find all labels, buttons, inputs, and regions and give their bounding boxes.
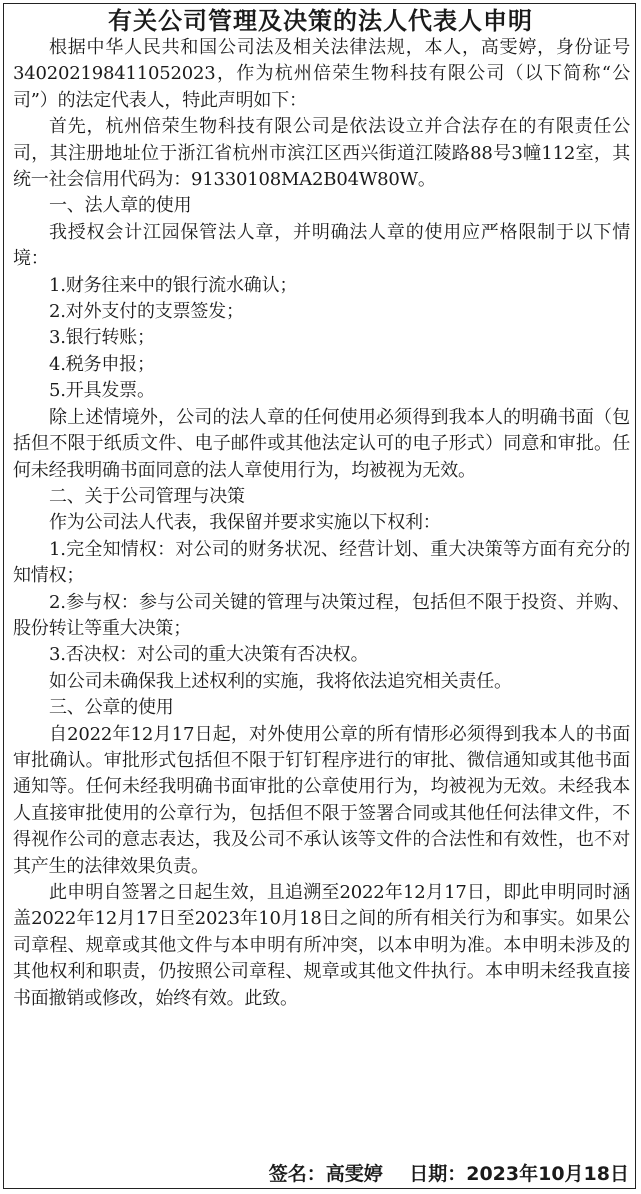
signature-line <box>269 1160 629 1188</box>
company-info-paragraph: 首先，杭州倍荣生物科技有限公司是依法设立并合法存在的有限责任公司，其注册地址位于浙江省杭州市滨江区西兴街道江陵路88号3幢112室，其统一社会信用代码为：91330108MA2B04W80W。 <box>13 116 630 191</box>
list-item: 3.银行转账； <box>49 327 155 349</box>
rights-enforcement-paragraph: 如公司未确保我上述权利的实施，我将依法追究相关责任。 <box>49 670 512 692</box>
seal-restriction-paragraph: 除上述情境外，公司的法人章的任何使用必须得到我本人的明确书面（包括但不限于纸质文件、电子邮件或其他法定认可的电子形式）同意和审批。任何未经我明确书面同意的法人章使用行为，均被视为无效。 <box>13 406 630 481</box>
date-label: 日期： <box>409 1163 467 1185</box>
notice-body <box>13 35 630 1012</box>
list-item: 5.开具发票。 <box>49 380 155 402</box>
list-item: 2.对外支付的支票签发； <box>49 301 244 323</box>
company-seal-paragraph: 自2022年12月17日起，对外使用公章的所有情形必须得到我本人的书面审批确认。审批形式包括但不限于钉钉程序进行的审批、微信通知或其他书面通知等。任何未经我明确书面审批的公章使用行为，均被视为无效。未经我本人直接审批使用的公章行为，包括但不限于签署合同或其他任何法律文件，不得视作公司的意志表达，我及公司不承认该等文件的合法性和有效性，也不对其产生的法律效果负责。 <box>13 723 630 877</box>
signer-name: 高雯婷 <box>325 1163 383 1185</box>
list-item: 4.税务申报； <box>49 353 155 375</box>
list-item: 1.财务往来中的银行流水确认； <box>49 274 298 296</box>
notice-title: 有关公司管理及决策的法人代表人申明 <box>108 7 533 35</box>
seal-authorization-paragraph: 我授权会计江园保管法人章，并明确法人章的使用应严格限制于以下情境： <box>13 221 630 270</box>
section-heading-seal-usage: 一、法人章的使用 <box>49 195 192 217</box>
section-heading-management: 二、关于公司管理与决策 <box>49 485 245 507</box>
intro-paragraph: 根据中华人民共和国公司法及相关法律法规，本人，高雯婷，身份证号340202198411052023，作为杭州倍荣生物科技有限公司（以下简称“公司”）的法定代表人，特此声明如下： <box>13 37 630 111</box>
rights-intro-paragraph: 作为公司法人代表，我保留并要求实施以下权利： <box>49 512 441 534</box>
list-item: 1.完全知情权：对公司的财务状况、经营计划、重大决策等方面有充分的知情权； <box>13 538 630 587</box>
list-item: 2.参与权：参与公司关键的管理与决策过程，包括但不限于投资、并购、股份转让等重大决策； <box>13 591 630 639</box>
section-heading-company-seal: 三、公章的使用 <box>49 697 174 719</box>
list-item: 3.否决权：对公司的重大决策有否决权。 <box>49 644 369 666</box>
closing-paragraph: 此申明自签署之日起生效，且追溯至2022年12月17日，即此申明同时涵盖2022年12月17日至2023年10月18日之间的所有相关行为和事实。如果公司章程、规章或其他文件与本申明有所冲突，以本申明为准。本申明未涉及的其他权利和职责，仍按照公司章程、规章或其他文件执行。本申明未经我直接书面撤销或修改，始终有效。此致。 <box>13 882 630 1009</box>
signature-date: 2023年10月18日 <box>466 1163 629 1185</box>
signature-label: 签名： <box>268 1163 326 1185</box>
